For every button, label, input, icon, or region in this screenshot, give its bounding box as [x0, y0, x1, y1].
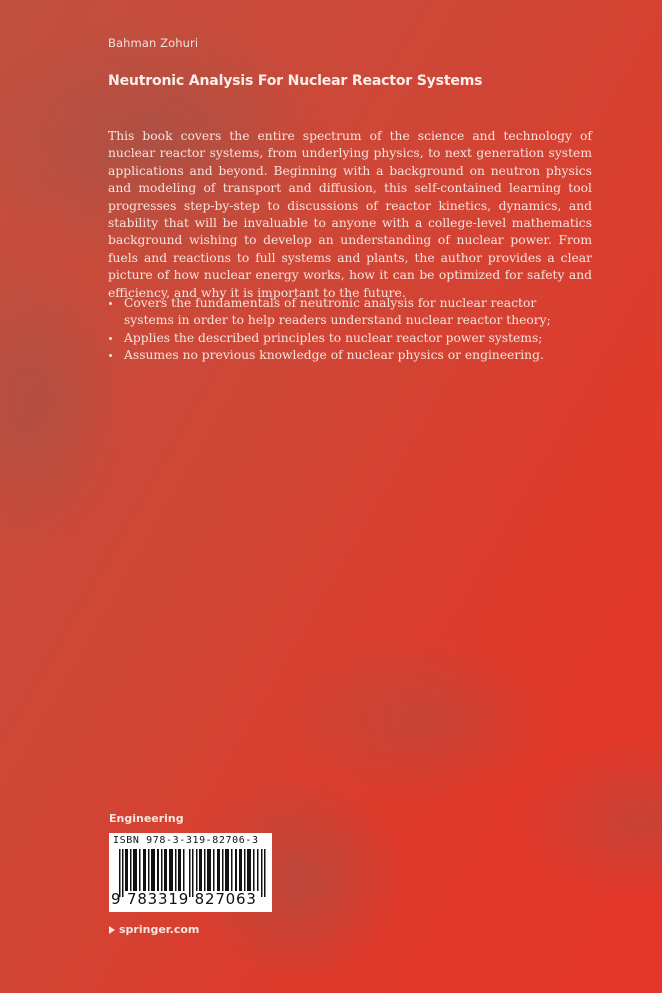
- publisher-link[interactable]: [109, 923, 199, 936]
- feature-item: Assumes no previous knowledge of nuclear physics or engineering.: [108, 347, 588, 364]
- bullet-icon: [109, 354, 112, 357]
- book-description: This book covers the entire spectrum of the science and technology of nuclear reactor systems, from underlying physics, to next generation system applications and beyond. Beginning with a background on neutron physics and modeling of transport and diffusion, this self-contained learning tool progresses step-by-step to discussions of reactor kinetics, dynamics, and stability that will be invaluable to anyone with a college-level mathematics background wishing to develop an understanding of nuclear power. From fuels and reactions to full systems and plants, the author provides a clear picture of how nuclear energy works, how it can be optimized for safety and efficiency, and why it is important to the future.: [108, 129, 592, 300]
- isbn-label: ISBN 978-3-319-82706-3: [113, 835, 259, 846]
- barcode-digits: 783319 827063: [127, 890, 257, 908]
- barcode-lead-digit: 9: [111, 890, 121, 908]
- bullet-icon: [109, 302, 112, 305]
- play-arrow-icon: [109, 926, 115, 934]
- bullet-icon: [109, 337, 112, 340]
- author-name: Bahman Zohuri: [108, 36, 199, 50]
- feature-item: Applies the described principles to nuclear reactor power systems;: [108, 330, 588, 347]
- subject-category: Engineering: [109, 812, 184, 825]
- isbn-barcode: [109, 833, 272, 912]
- feature-list: [108, 295, 588, 365]
- publisher-website: springer.com: [119, 923, 200, 936]
- book-title: Neutronic Analysis For Nuclear Reactor Systems: [108, 73, 483, 89]
- feature-item: Covers the fundamentals of neutronic analysis for nuclear reactor systems in order to help readers understand nuclear reactor theory;: [108, 295, 588, 330]
